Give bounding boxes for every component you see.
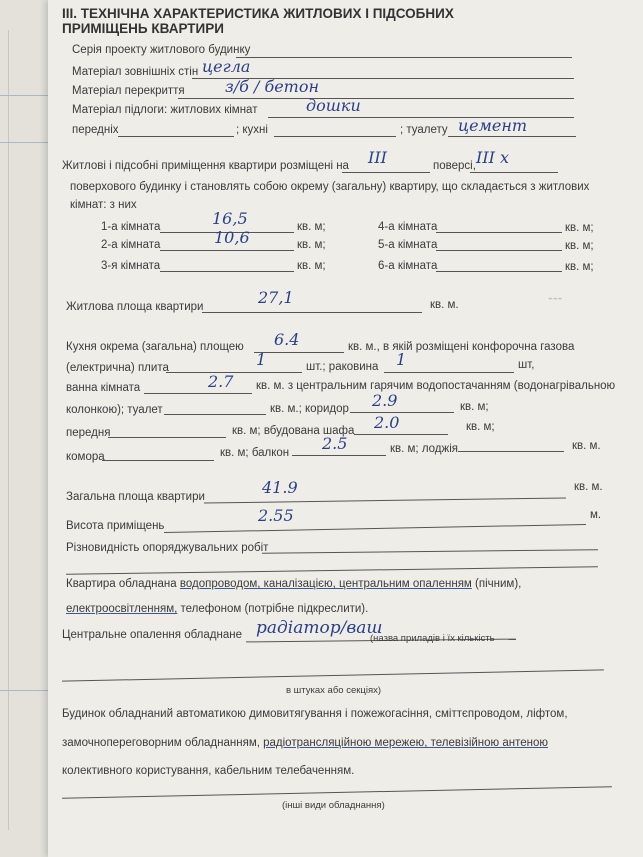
value-wardrobe: 2.0 — [374, 413, 400, 432]
label-finishing: Різновидність опоряджувальних робіт — [66, 542, 269, 554]
label-room6: 6-а кімната — [378, 260, 438, 272]
utilities-1a: Квартира обладнана — [66, 578, 180, 590]
label-room5-unit: кв. м; — [565, 240, 594, 252]
field-ceiling[interactable] — [178, 98, 574, 99]
value-ceiling: з/б / бетон — [225, 77, 320, 96]
label-ceiling: Матеріал перекриття — [72, 85, 185, 97]
value-total-area: 41.9 — [262, 478, 298, 497]
label-room1: 1-а кімната — [101, 221, 161, 233]
label-balcony: кв. м; балкон — [220, 447, 290, 459]
value-floors-total: III х — [476, 148, 510, 167]
label-walls: Матеріал зовнішніх стін — [72, 66, 199, 78]
utilities-2b: телефоном (потрібне підкреслити). — [177, 603, 369, 615]
field-kitchen-floor[interactable] — [274, 136, 396, 137]
value-floor: дошки — [306, 96, 361, 115]
label-height-unit: м. — [590, 509, 602, 521]
label-living-area: Житлова площа квартири — [66, 301, 204, 313]
label-location-b: поверсі, — [433, 160, 476, 172]
label-kitchen-floor: ; кухні — [236, 124, 268, 136]
field-hallway[interactable] — [118, 136, 234, 137]
value-living-area: 27,1 — [258, 288, 294, 307]
label-sink: шт.; раковина — [306, 361, 379, 373]
value-room2: 10,6 — [214, 228, 250, 247]
label-bathroom-b: кв. м. з центральним гарячим водопостачанням (водонагрівальною — [256, 380, 616, 392]
field-loggia[interactable] — [458, 451, 564, 452]
field-stove[interactable] — [166, 372, 302, 373]
label-location-c: поверхового будинку і становлять собою окрему (загальну) квартиру, що складається з житлових — [70, 181, 590, 193]
field-room5[interactable] — [436, 250, 562, 251]
label-location-d: кімнат: з них — [70, 199, 137, 211]
utilities-1b: водопроводом, каналізацією, центральним опаленням — [179, 578, 472, 590]
field-toilet-area[interactable] — [164, 414, 266, 415]
heating-note-2: в штуках або секціях) — [286, 685, 381, 696]
value-toilet-floor: цемент — [458, 116, 528, 135]
field-floor-no[interactable] — [342, 172, 430, 173]
value-corridor: 2.9 — [372, 391, 398, 410]
label-wardrobe-unit: кв. м; — [466, 421, 495, 433]
value-room1: 16,5 — [212, 209, 248, 228]
value-stove: 1 — [256, 350, 267, 369]
value-walls: цегла — [202, 57, 251, 76]
label-building-3: колективного користування, кабельним телебаченням. — [62, 765, 355, 777]
field-room6[interactable] — [436, 271, 562, 272]
label-loggia-unit: кв. м. — [572, 440, 601, 452]
field-floors-total[interactable] — [470, 172, 558, 173]
field-series[interactable] — [236, 57, 572, 58]
label-room4-unit: кв. м; — [565, 222, 594, 234]
field-wardrobe[interactable] — [354, 434, 448, 435]
adjacent-page-edge — [0, 0, 53, 857]
field-balcony[interactable] — [292, 455, 386, 456]
faint-stamp-mark: ⌁⌁⌁ — [548, 294, 563, 303]
label-room2: 2-а кімната — [101, 239, 161, 251]
label-toilet-area: колонкою); туалет — [66, 404, 163, 416]
value-balcony: 2.5 — [322, 434, 348, 453]
field-hall[interactable] — [108, 437, 226, 438]
label-room4: 4-а кімната — [378, 221, 438, 233]
label-total-area-unit: кв. м. — [574, 481, 603, 493]
label-sink-unit: шт, — [518, 359, 535, 371]
label-height: Висота приміщень — [66, 520, 165, 532]
label-room3: 3-я кімната — [101, 260, 161, 272]
label-corridor: кв. м.; коридор — [270, 403, 349, 415]
label-kitchen-area-b: кв. м., в якій розміщені конфорочна газова — [348, 341, 575, 353]
field-room3[interactable] — [160, 271, 294, 272]
value-height: 2.55 — [258, 506, 294, 525]
label-wardrobe: кв. м; вбудована шафа — [232, 425, 355, 437]
field-floor[interactable] — [268, 117, 574, 118]
label-location-a: Житлові і підсобні приміщення квартири розміщені на — [62, 160, 349, 172]
label-stove: (електрична) плита — [66, 362, 169, 374]
field-bathroom[interactable] — [144, 393, 252, 394]
label-building-1: Будинок обладнаний автоматикою димовитягування і пожежогасіння, сміттєпроводом, ліфтом, — [62, 708, 568, 720]
building-2a: замочнопереговорним обладнанням, — [62, 737, 264, 749]
field-room4[interactable] — [436, 232, 562, 233]
field-living-area[interactable] — [202, 312, 422, 313]
label-hallway: передніх — [72, 124, 119, 136]
label-living-area-unit: кв. м. — [430, 299, 459, 311]
label-toilet-floor: ; туалету — [400, 124, 448, 136]
label-room3-unit: кв. м; — [297, 260, 326, 272]
label-series: Серія проекту житлового будинку — [72, 44, 251, 56]
field-corridor[interactable] — [350, 412, 454, 413]
label-bathroom: ванна кімната — [66, 382, 141, 394]
field-storage[interactable] — [102, 460, 214, 461]
field-kitchen-area[interactable] — [254, 352, 344, 353]
label-room1-unit: кв. м; — [297, 221, 326, 233]
building-2b: радіотрансляційною мережею, телевізійною антеною — [263, 737, 549, 749]
value-sink: 1 — [396, 350, 407, 369]
value-kitchen-area: 6.4 — [274, 330, 300, 349]
utilities-1c: (пічним), — [471, 578, 522, 590]
label-corridor-unit: кв. м; — [460, 401, 489, 413]
label-utilities-1 — [66, 578, 521, 590]
field-sink[interactable] — [384, 372, 514, 373]
field-toilet-floor[interactable] — [448, 136, 576, 137]
label-room5: 5-а кімната — [378, 239, 438, 251]
label-room2-unit: кв. м; — [297, 239, 326, 251]
value-heating: радіатор/ваш — [256, 618, 383, 638]
label-floor: Матеріал підлоги: житлових кімнат — [72, 104, 258, 116]
label-utilities-2 — [66, 603, 368, 615]
label-total-area: Загальна площа квартири — [66, 491, 205, 503]
section-title: III. ТЕХНІЧНА ХАРАКТЕРИСТИКА ЖИТЛОВИХ І ПІДСОБНИХ ПРИМІЩЕНЬ КВАРТИРИ — [62, 6, 454, 36]
label-hall: передня — [66, 427, 111, 439]
label-building-2 — [62, 737, 548, 749]
label-room6-unit: кв. м; — [565, 261, 594, 273]
value-floor-no: III — [368, 148, 387, 167]
label-heating: Центральне опалення обладнане — [62, 629, 242, 641]
label-kitchen-area: Кухня окрема (загальна) площею — [66, 341, 244, 353]
value-bathroom: 2.7 — [208, 372, 234, 391]
utilities-2a: електроосвітленням, — [66, 603, 178, 615]
label-storage: комора — [66, 451, 105, 463]
field-room2[interactable] — [160, 250, 294, 251]
label-loggia: кв. м; лоджія — [390, 443, 458, 455]
heating-note: (назва приладів і їх кількість — [370, 633, 495, 644]
other-equipment-note: (інші види обладнання) — [282, 800, 385, 811]
